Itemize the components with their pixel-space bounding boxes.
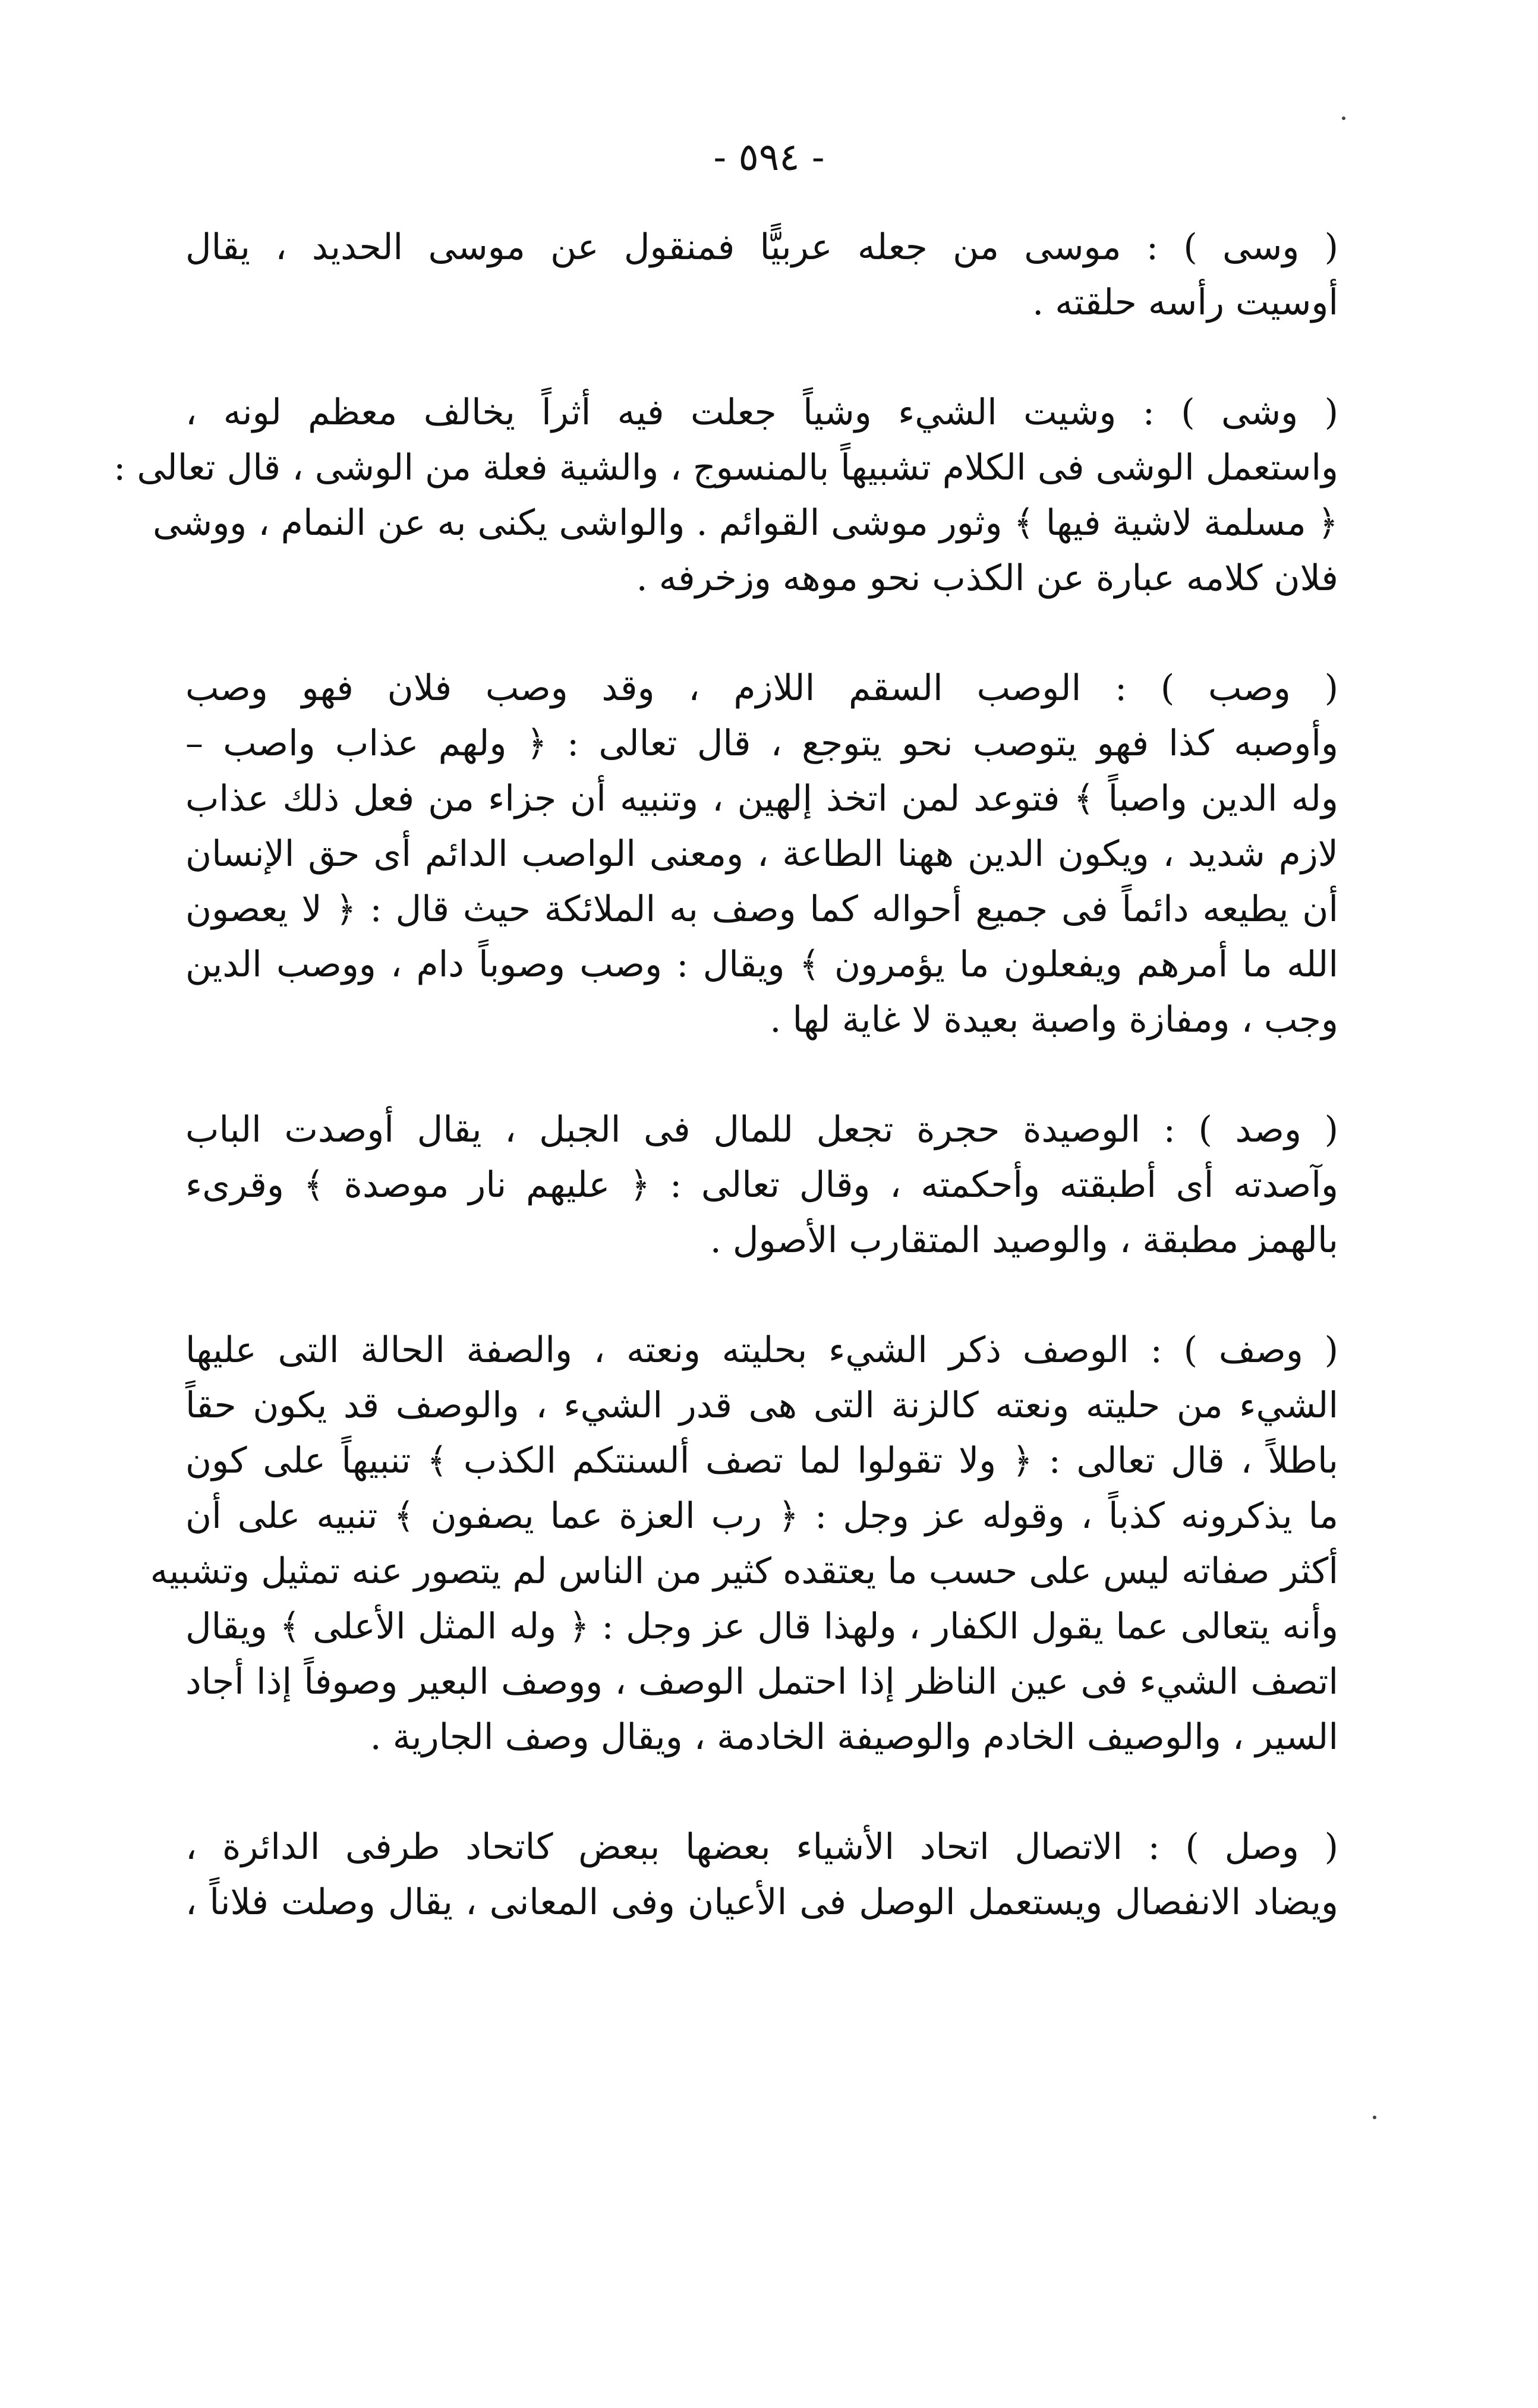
text-line: وله الدين واصباً ﴾ فتوعد لمن اتخذ إلهين ، وتنبيه أن جزاء من فعل ذلك عذاب (185, 778, 1339, 820)
text-line: ( وسى ) : موسى من جعله عربيًّا فمنقول عن موسى الحديد ، يقال (185, 226, 1338, 268)
text-line: ( وشى ) : وشيت الشيء وشياً جعلت فيه أثراً يخالف معظم لونه ، (185, 392, 1338, 433)
text-line: أكثر صفاته ليس على حسب ما يعتقده كثير من الناس لم يتصور عنه تمثيل وتشبيه (150, 1550, 1338, 1592)
dictionary-text (114, 220, 1339, 1985)
text-line: واستعمل الوشى فى الكلام تشبيهاً بالمنسوج ، والشية فعلة من الوشى ، قال تعالى : (114, 447, 1338, 488)
text-line: وأوصبه كذا فهو يتوصب نحو يتوجع ، قال تعالى : ﴿ ولهم عذاب واصب – (185, 723, 1338, 764)
scan-speck (1373, 2116, 1376, 2119)
entry-wsha (114, 385, 1338, 606)
page-number: - ٥٩٤ - (713, 135, 825, 179)
text-line: وأنه يتعالى عما يقول الكفار ، ولهذا قال عز وجل : ﴿ وله المثل الأعلى ﴾ ويقال (185, 1606, 1338, 1647)
entry-wasal (185, 1820, 1338, 1930)
text-line: أوسيت رأسه حلقته . (1032, 282, 1338, 323)
text-line: وآصدته أى أطبقته وأحكمته ، وقال تعالى : ﴿ عليهم نار موصدة ﴾ وقرىء (185, 1164, 1338, 1206)
text-line: باطلاً ، قال تعالى : ﴿ ولا تقولوا لما تصف ألسنتكم الكذب ﴾ تنبيهاً على كون (185, 1440, 1338, 1482)
scan-speck (1342, 116, 1345, 120)
entry-wasaf (150, 1323, 1338, 1765)
text-line: الشيء من حليته ونعته كالزنة التى هى قدر الشيء ، والوصف قد يكون حقاً (185, 1385, 1338, 1426)
entry-wsa (185, 220, 1338, 330)
text-line: الله ما أمرهم ويفعلون ما يؤمرون ﴾ ويقال : وصب وصوباً دام ، ووصب الدين (185, 944, 1338, 985)
text-line: لازم شديد ، ويكون الدين ههنا الطاعة ، ومعنى الواصب الدائم أى حق الإنسان (185, 833, 1338, 875)
text-line: بالهمز مطبقة ، والوصيد المتقارب الأصول . (710, 1219, 1338, 1261)
entry-wasad (185, 1102, 1338, 1268)
entry-wasab (185, 661, 1338, 1048)
text-line: اتصف الشيء فى عين الناظر إذا احتمل الوصف ، ووصف البعير وصوفاً إذا أجاد (185, 1661, 1338, 1703)
text-line: ( وصف ) : الوصف ذكر الشيء بحليته ونعته ، والصفة الحالة التى عليها (185, 1329, 1338, 1371)
text-line: فلان كلامه عبارة عن الكذب نحو موهه وزخرفه . (636, 557, 1338, 599)
text-line: ( وصب ) : الوصب السقم اللازم ، وقد وصب فلان فهو وصب (185, 667, 1338, 709)
text-line: وجب ، ومفازة واصبة بعيدة لا غاية لها . (770, 999, 1338, 1041)
text-line: السير ، والوصيف الخادم والوصيفة الخادمة ، ويقال وصف الجارية . (370, 1716, 1338, 1758)
text-line: ( وصد ) : الوصيدة حجرة تجعل للمال فى الجبل ، يقال أوصدت الباب (185, 1109, 1338, 1151)
text-line: ويضاد الانفصال ويستعمل الوصل فى الأعيان وفى المعانى ، يقال وصلت فلاناً ، (185, 1881, 1338, 1923)
text-line: أن يطيعه دائماً فى جميع أحواله كما وصف به الملائكة حيث قال : ﴿ لا يعصون (185, 888, 1338, 930)
text-line: ﴿ مسلمة لاشية فيها ﴾ وثور موشى القوائم . والواشى يكنى به عن النمام ، ووشى (153, 502, 1338, 544)
text-line: ما يذكرونه كذباً ، وقوله عز وجل : ﴿ رب العزة عما يصفون ﴾ تنبيه على أن (185, 1495, 1338, 1537)
text-line: ( وصل ) : الاتصال اتحاد الأشياء بعضها ببعض كاتحاد طرفى الدائرة ، (185, 1826, 1338, 1868)
